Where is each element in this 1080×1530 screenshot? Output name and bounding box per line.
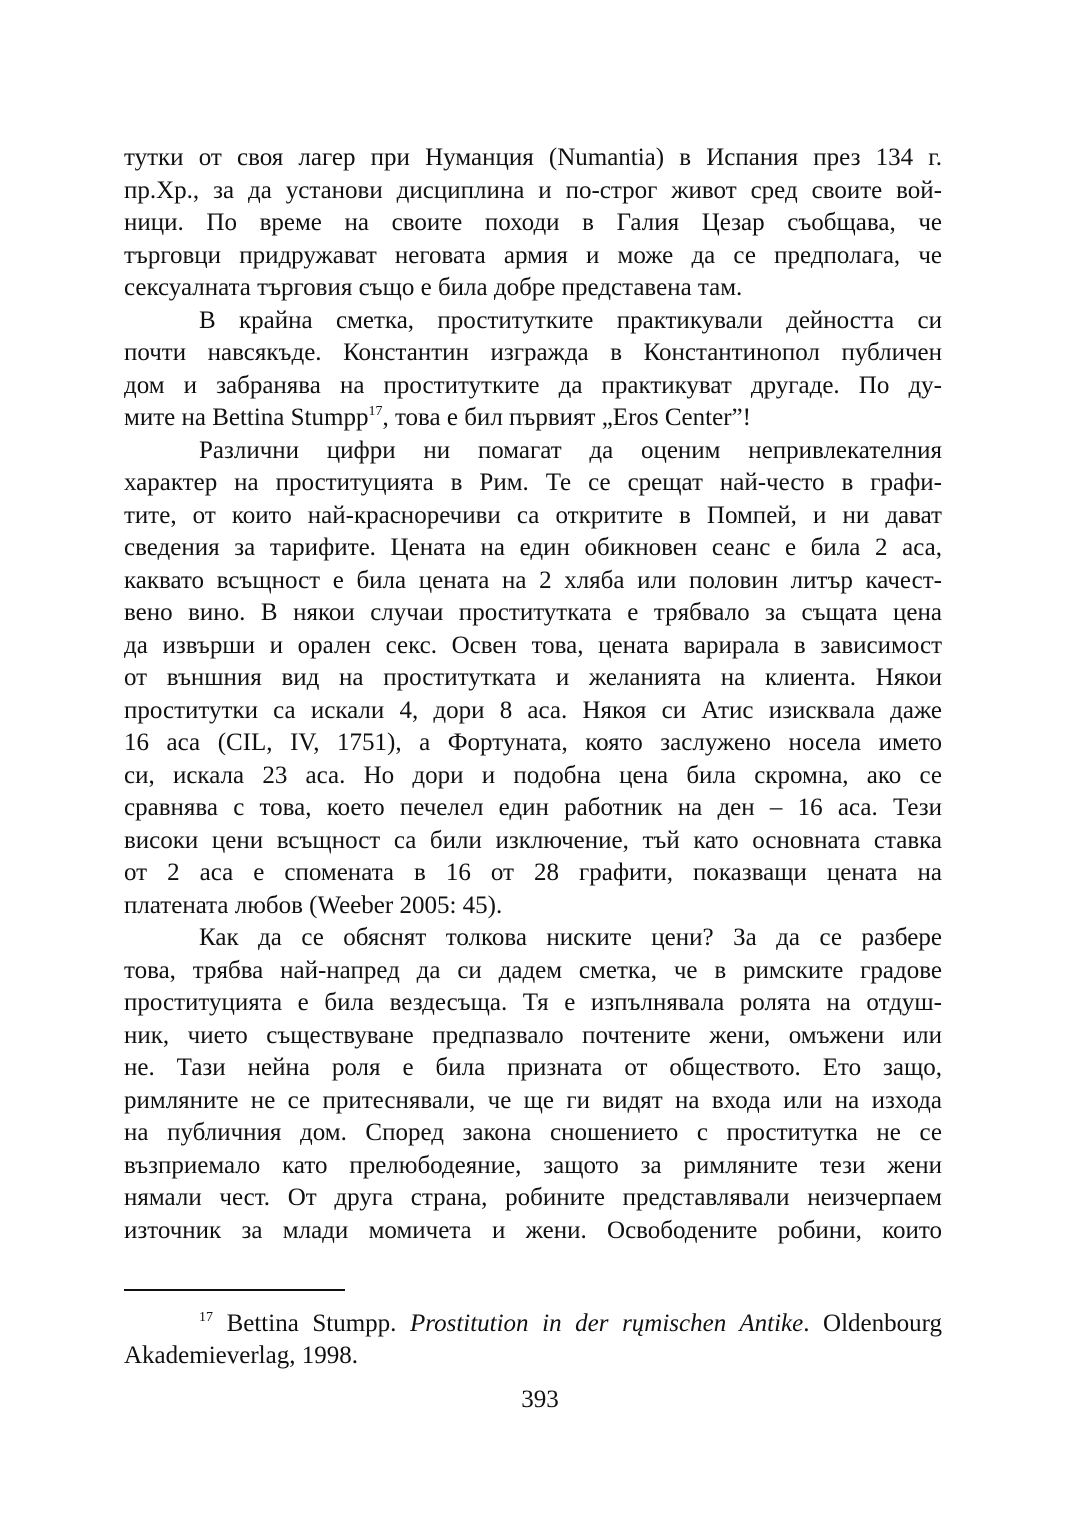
text-line: проститутки са искали 4, дори 8 аса. Някоя си Атис изисквала даже xyxy=(124,696,942,724)
paragraph-2 xyxy=(124,305,942,435)
text-line: проституцията е била вездесъща. Тя е изпълнявала ролята на отдуш- xyxy=(124,989,942,1016)
text-line: платената любов (Weeber 2005: 45). xyxy=(124,891,503,919)
text-segment: мите на Bettina Stumpp xyxy=(124,404,369,431)
page-number: 393 xyxy=(521,1386,559,1413)
text-line: дом и забранява на проститутките да практикуват другаде. По ду- xyxy=(124,371,942,399)
text-line: сведения за тарифите. Цената на един обикновен сеанс е била 2 аса, xyxy=(124,534,942,561)
text-line: тутки от своя лагер при Нуманция (Numantia) в Испания през 134 г. xyxy=(124,144,942,171)
text-line: сравнява с това, което печелел един работник на ден – 16 аса. Тези xyxy=(124,794,942,821)
text-line: пр.Хр., за да установи дисциплина и по-строг живот сред своите вой- xyxy=(124,176,942,204)
text-line: не. Тази нейна роля е била призната от обществото. Ето защо, xyxy=(124,1054,942,1081)
footnote-author: Bettina Stumpp. xyxy=(226,1310,397,1337)
text-line: 16 аса (CIL, IV, 1751), а Фортуната, която заслужено носела името xyxy=(124,729,942,756)
text-line: източник за млади момичета и жени. Освободените робини, които xyxy=(124,1216,942,1244)
text-line: да извърши и орален секс. Освен това, цената варирала в зависимост xyxy=(124,631,942,659)
text-line: ник, чието съществуване предпазвало почтените жени, омъжени или xyxy=(124,1021,942,1049)
footnote xyxy=(124,1308,942,1372)
text-line: си, искала 23 аса. Но дори и подобна цена била скромна, ако се xyxy=(124,761,942,789)
paragraph-4 xyxy=(124,922,942,1247)
text-line: високи цени всъщност са били изключение, тъй като основната ставка xyxy=(124,826,942,854)
footnote-line: Akademieverlag, 1998. xyxy=(124,1342,358,1369)
text-line: почти навсякъде. Константин изгражда в Константинопол публичен xyxy=(124,339,942,366)
text-line: сексуалната търговия също е била добре представена там. xyxy=(124,274,743,301)
text-line: римляните не се притеснявали, че ще ги видят на входа или на изхода xyxy=(124,1086,942,1114)
text-line-with-footnote-ref xyxy=(124,402,942,435)
text-line: ници. По време на своите походи в Галия Цезар съобщава, че xyxy=(124,209,942,236)
text-line: тите, от които най-красноречиви са откритите в Помпей, и ни дават xyxy=(124,501,942,529)
footnote-title: Prostitution in der rųmischen Antike xyxy=(410,1310,804,1337)
text-line: Различни цифри ни помагат да оценим непривлекателния xyxy=(199,436,942,464)
text-line: характер на проституцията в Рим. Те се срещат най-често в графи- xyxy=(124,469,942,496)
footnote-publisher: . Oldenbourg xyxy=(803,1310,943,1337)
footnote-line xyxy=(124,1308,942,1340)
text-line: вено вино. В някои случаи проститутката е трябвало за същата цена xyxy=(124,599,942,626)
text-line: каквато всъщност е била цената на 2 хляба или половин литър качест- xyxy=(124,566,942,594)
text-line: нямали чест. От друга страна, робините представлявали неизчерпаем xyxy=(124,1184,942,1211)
text-line: В крайна сметка, проститутките практикували дейността си xyxy=(199,306,942,334)
text-line: Как да се обяснят толкова ниските цени? За да се разбере xyxy=(199,924,942,951)
footnote-separator xyxy=(124,1289,345,1291)
paragraph-1 xyxy=(124,142,942,305)
footnote-reference: 17 xyxy=(368,404,383,419)
text-line: търговци придружават неговата армия и може да се предполага, че xyxy=(124,241,942,269)
main-text xyxy=(124,142,942,1247)
text-line: от 2 аса е спомената в 16 от 28 графити, показващи цената на xyxy=(124,859,942,886)
text-line: от външния вид на проститутката и желанията на клиента. Някои xyxy=(124,664,942,691)
text-line: това, трябва най-напред да си дадем сметка, че в римските градове xyxy=(124,956,942,984)
text-segment: , това е бил първият „Eros Center”! xyxy=(382,404,751,431)
paragraph-3 xyxy=(124,435,942,923)
footnote-number: 17 xyxy=(199,1310,213,1325)
text-line: възприемало като прелюбодеяние, защото за римляните тези жени xyxy=(124,1151,942,1179)
text-line: на публичния дом. Според закона сношението с проститутка не се xyxy=(124,1119,942,1146)
